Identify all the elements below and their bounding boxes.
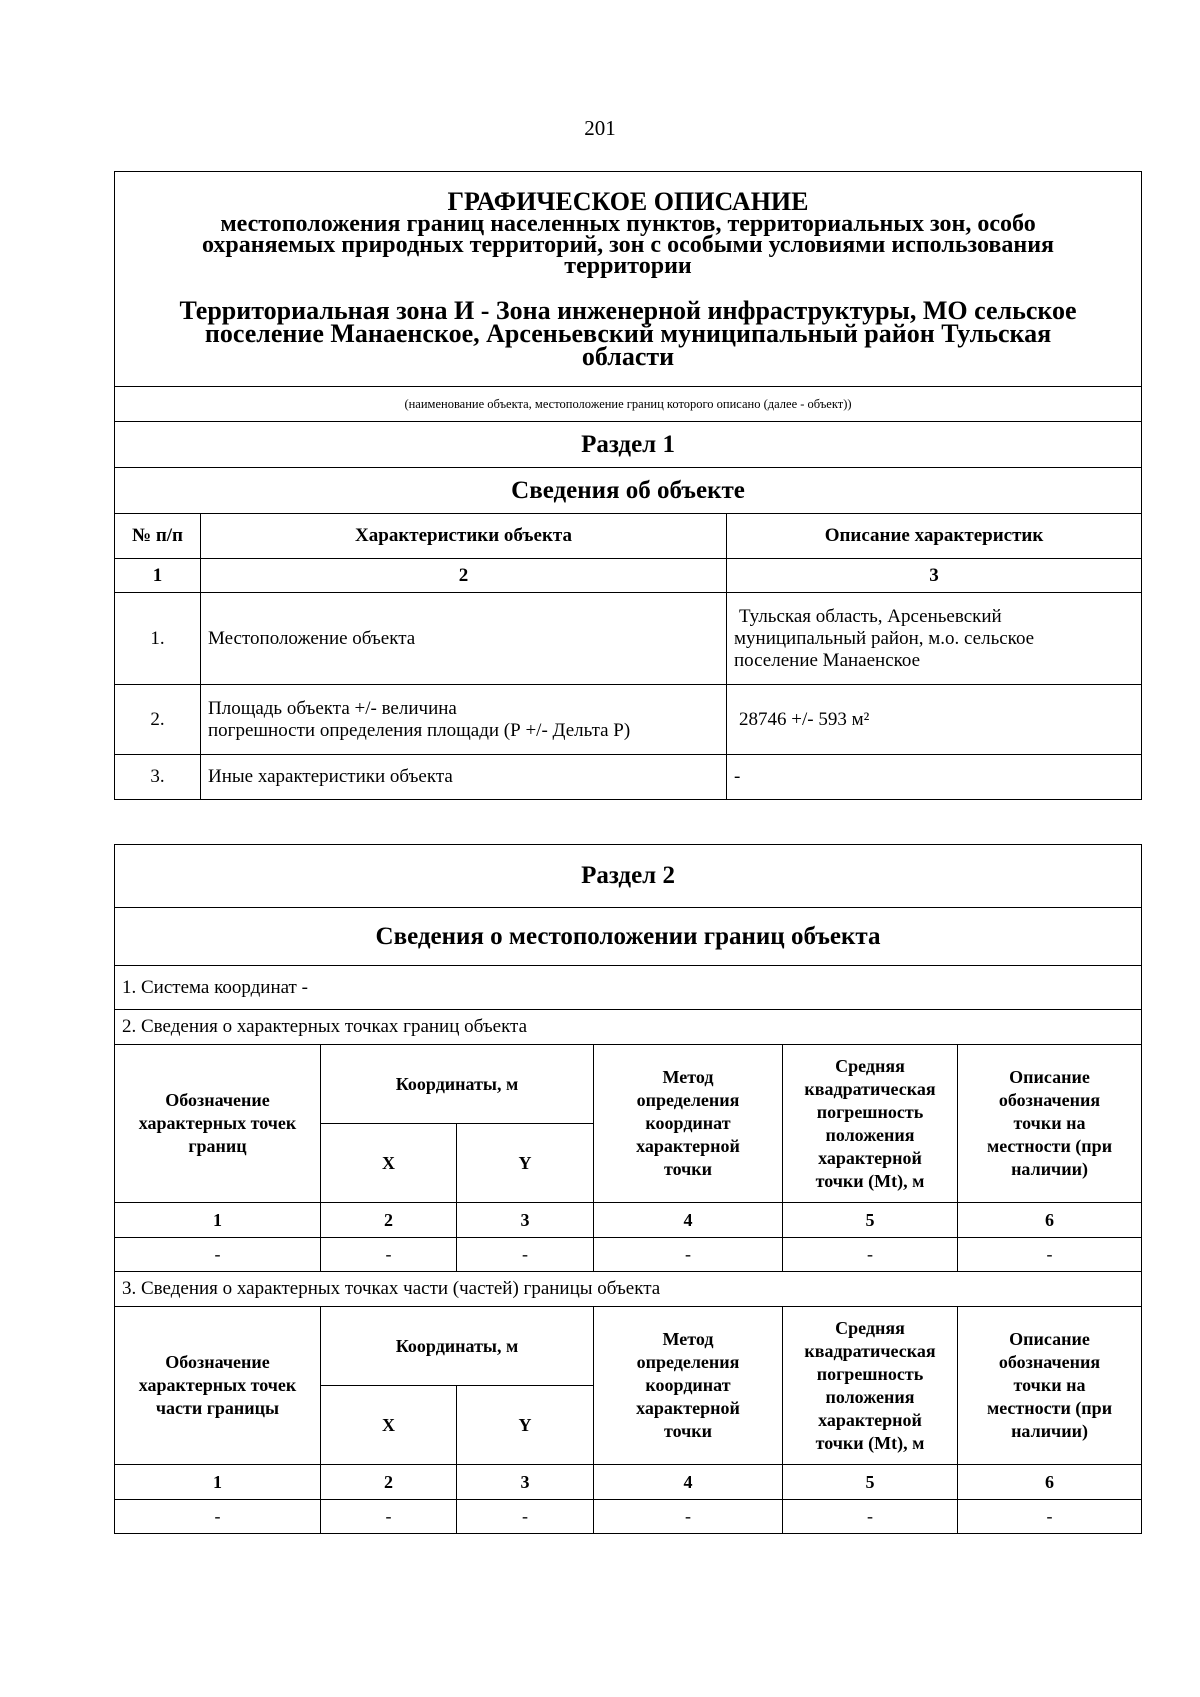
header-point-description: Описание обозначения точки на местности (при наличии)	[958, 1307, 1142, 1465]
cell-empty: -	[457, 1238, 594, 1272]
row-description: Тульская область, Арсеньевский муниципальный район, м.о. сельское поселение Манаенское	[727, 593, 1142, 685]
header-point-designation: Обозначение характерных точек границ	[115, 1045, 321, 1203]
col-number: 5	[783, 1465, 958, 1500]
document-header	[115, 172, 1142, 387]
cell-empty: -	[783, 1500, 958, 1534]
header-coordinates: Координаты, м	[321, 1045, 594, 1124]
col-number: 1	[115, 1203, 321, 1238]
cell-empty: -	[457, 1500, 594, 1534]
col-number: 3	[457, 1203, 594, 1238]
table-row	[115, 685, 1142, 755]
cell-empty: -	[783, 1238, 958, 1272]
row-characteristic: Площадь объекта +/- величина погрешности определения площади (Р +/- Дельта Р)	[201, 685, 727, 755]
header-point-description: Описание обозначения точки на местности (при наличии)	[958, 1045, 1142, 1203]
col-number: 1	[115, 1465, 321, 1500]
subtitle-line: территории	[564, 253, 692, 279]
header-method: Метод определения координат характерной точки	[594, 1307, 783, 1465]
cell-empty: -	[115, 1238, 321, 1272]
row-characteristic: Иные характеристики объекта	[201, 755, 727, 800]
col-number: 6	[958, 1203, 1142, 1238]
row-number: 1.	[115, 593, 201, 685]
col-number: 1	[115, 559, 201, 593]
header-point-designation: Обозначение характерных точек части границы	[115, 1307, 321, 1465]
section1-subtitle: Сведения об объекте	[115, 468, 1142, 514]
col-number: 6	[958, 1465, 1142, 1500]
section2-table	[114, 844, 1142, 1534]
col-number: 2	[321, 1465, 457, 1500]
section1-title: Раздел 1	[115, 422, 1142, 468]
col-number: 5	[783, 1203, 958, 1238]
cell-empty: -	[958, 1238, 1142, 1272]
cell-empty: -	[115, 1500, 321, 1534]
object-name-line: поселение Манаенское, Арсеньевский муниципальный район Тульская	[204, 319, 1052, 348]
cell-empty: -	[594, 1238, 783, 1272]
subtitle-line: местоположения границ населенных пунктов, территориальных зон, особо	[220, 211, 1036, 237]
section2-subtitle: Сведения о местоположении границ объекта	[115, 908, 1142, 966]
row-number: 2.	[115, 685, 201, 755]
object-name-line: области	[581, 342, 675, 371]
header-y: Y	[457, 1124, 594, 1203]
table-row	[115, 593, 1142, 685]
cell-empty: -	[321, 1500, 457, 1534]
row-number: 3.	[115, 755, 201, 800]
col-header-char: Характеристики объекта	[201, 514, 727, 559]
col-header-desc: Описание характеристик	[727, 514, 1142, 559]
col-number: 3	[727, 559, 1142, 593]
parts-title: 3. Сведения о характерных точках части (частей) границы объекта	[115, 1272, 1142, 1307]
cell-empty: -	[594, 1500, 783, 1534]
table-row	[115, 1238, 1142, 1272]
document-title: ГРАФИЧЕСКОЕ ОПИСАНИЕ	[447, 187, 809, 216]
cell-empty: -	[321, 1238, 457, 1272]
section2-title: Раздел 2	[115, 845, 1142, 908]
header-error: Средняя квадратическая погрешность положения характерной точки (Mt), м	[783, 1045, 958, 1203]
col-number: 3	[457, 1465, 594, 1500]
coordinate-system: 1. Система координат -	[115, 966, 1142, 1010]
page-number: 201	[584, 116, 616, 140]
col-number: 2	[321, 1203, 457, 1238]
col-header-num: № п/п	[115, 514, 201, 559]
row-description: -	[727, 755, 1142, 800]
points-title: 2. Сведения о характерных точках границ объекта	[115, 1010, 1142, 1045]
col-number: 2	[201, 559, 727, 593]
table-row	[115, 1500, 1142, 1534]
col-number: 4	[594, 1203, 783, 1238]
header-coordinates: Координаты, м	[321, 1307, 594, 1386]
object-name-line: Территориальная зона И - Зона инженерной инфраструктуры, МО сельское	[179, 296, 1077, 325]
header-x: X	[321, 1124, 457, 1203]
subtitle-line: охраняемых природных территорий, зон с особыми условиями использования	[201, 232, 1055, 258]
object-note: (наименование объекта, местоположение границ которого описано (далее - объект))	[115, 387, 1142, 422]
cell-empty: -	[958, 1500, 1142, 1534]
col-number: 4	[594, 1465, 783, 1500]
table-row	[115, 755, 1142, 800]
row-description: 28746 +/- 593 м²	[727, 685, 1142, 755]
header-y: Y	[457, 1386, 594, 1465]
header-x: X	[321, 1386, 457, 1465]
header-error: Средняя квадратическая погрешность положения характерной точки (Mt), м	[783, 1307, 958, 1465]
header-method: Метод определения координат характерной точки	[594, 1045, 783, 1203]
row-characteristic: Местоположение объекта	[201, 593, 727, 685]
section1-table	[114, 171, 1142, 800]
